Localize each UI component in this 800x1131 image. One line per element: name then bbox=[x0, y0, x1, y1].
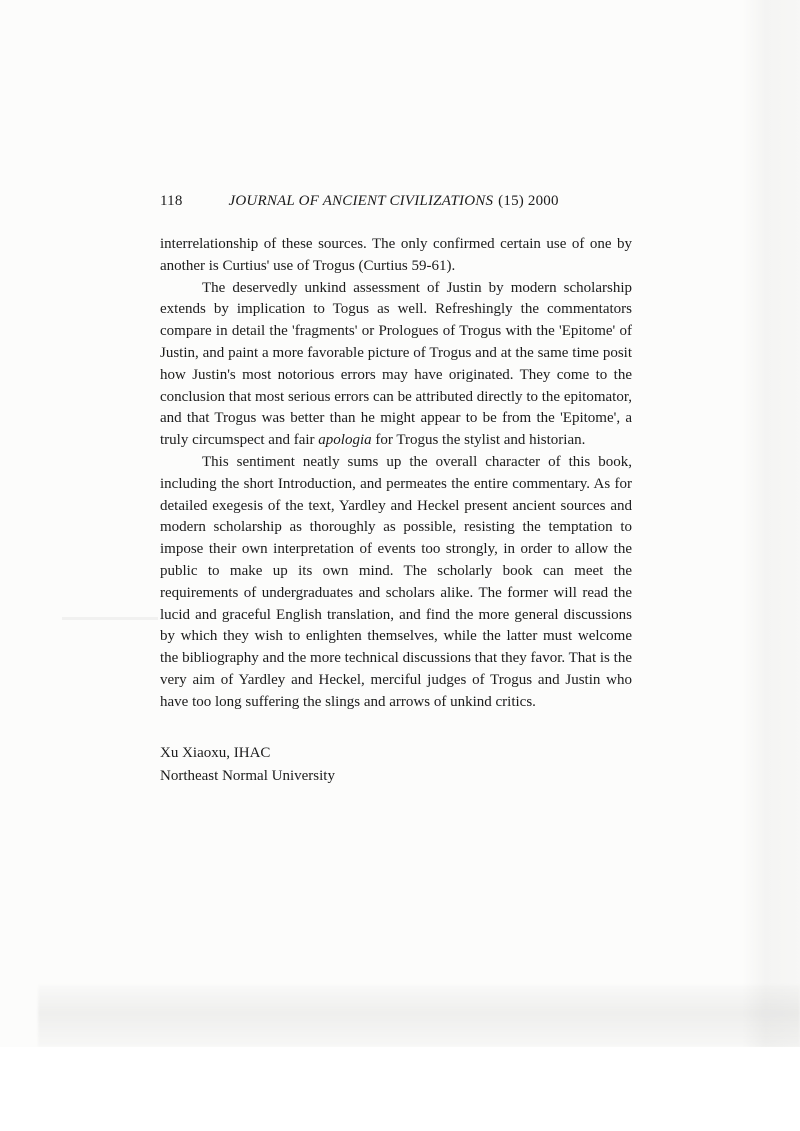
scan-right-shading bbox=[742, 0, 800, 1131]
body-paragraphs bbox=[160, 234, 632, 714]
text-run: This sentiment neatly sums up the overall character of this book, including the short Introduction, and permeates the entire commentary. As for detailed exegesis of the text, Yardley and Heckel present ancient sources and modern scholarship as thoroughly as possible, resisting the temptation to impose their own interpretation of events too strongly, in order to allow the public to make up its own mind. The scholarly book can meet the requirements of undergraduates and scholars alike. The former will read the lucid and graceful English translation, and find the more general discussions by which they wish to enlighten themselves, while the latter must welcome the bibliography and the more technical discussions that they favor. That is the very aim of Yardley and Heckel, merciful judges of Trogus and Justin who have too long suffering the slings and arrows of unkind critics. bbox=[160, 453, 632, 710]
scan-bottom-white-strip bbox=[0, 1047, 800, 1131]
signature-line: Northeast Normal University bbox=[160, 767, 335, 784]
text-run: The deservedly unkind assessment of Justin by modern scholarship extends by implication to Togus as well. Refreshingly the commentators compare in detail the 'fragments' or Prologues of Trogus with the 'Epitome' of Justin, and paint a more favorable picture of Trogus and at the same time posit how Justin's most notorious errors may have originated. They come to the conclusion that most serious errors can be attributed directly to the epitomator, and that Trogus was better than he might appear to be from the 'Epitome', a truly circumspect and fair bbox=[160, 279, 632, 449]
text-run: for Trogus the stylist and historian. bbox=[371, 432, 586, 449]
scan-streak-artifact bbox=[62, 617, 158, 620]
running-head bbox=[160, 193, 632, 210]
journal-title bbox=[229, 193, 559, 210]
paragraph bbox=[160, 278, 632, 452]
italic-term: apologia bbox=[318, 432, 372, 449]
signature-line: Xu Xiaoxu, IHAC bbox=[160, 744, 271, 761]
page-number: 118 bbox=[160, 193, 183, 209]
journal-issue: (15) 2000 bbox=[498, 193, 559, 209]
journal-title-text: JOURNAL OF ANCIENT CIVILIZATIONS bbox=[228, 193, 494, 209]
scan-bottom-shading bbox=[38, 985, 800, 1047]
paragraph bbox=[160, 452, 632, 714]
text-run: interrelationship of these sources. The only confirmed certain use of one by another is Curtius' use of Trogus (Curtius 59-61). bbox=[160, 236, 632, 274]
scanned-page bbox=[160, 193, 632, 788]
signature-block bbox=[160, 742, 632, 788]
paragraph bbox=[160, 234, 632, 278]
